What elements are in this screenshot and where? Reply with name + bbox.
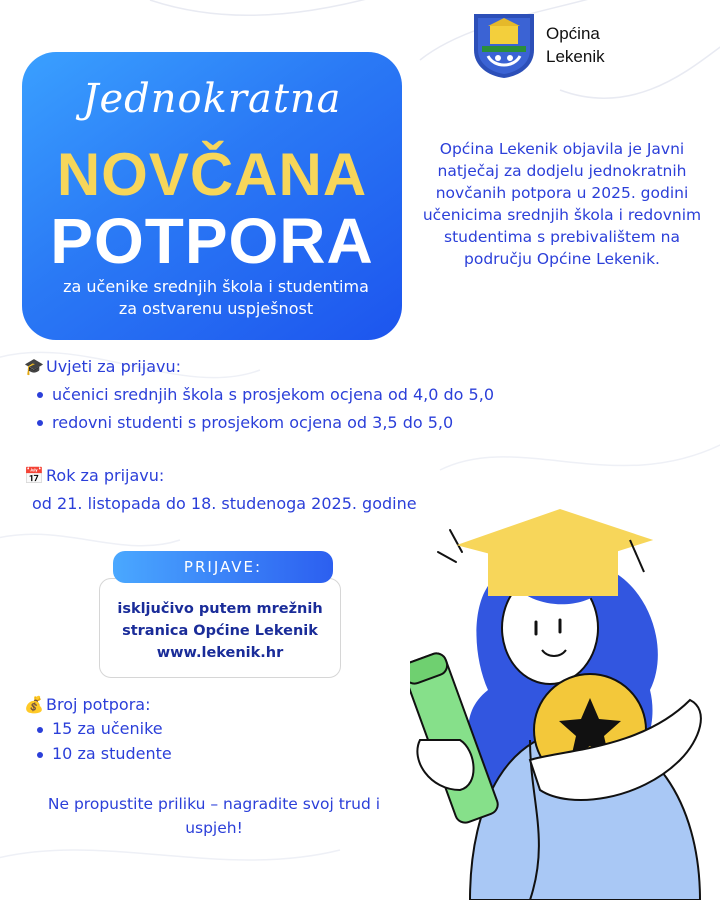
- grants-heading: [24, 695, 150, 714]
- intro-paragraph: Općina Lekenik objavila je Javni natječaj za dodjelu jednokratnih novčanih potpora u 2025. godini učenicima srednjih škola i redovnim studentima s prebivalištem na području Općine Lekenik.: [422, 140, 702, 268]
- grants-list: [34, 716, 172, 766]
- logo-line-1: Općina: [546, 24, 600, 43]
- hero-subtitle: [36, 276, 396, 320]
- calendar-icon: 📅: [24, 466, 44, 485]
- hero-script-title: Jednokratna: [82, 76, 342, 122]
- municipality-logo: [470, 10, 605, 80]
- closing-message: Ne propustite priliku – nagradite svoj trud i uspjeh!: [47, 795, 381, 837]
- apply-website-link[interactable]: www.lekenik.hr: [156, 645, 284, 661]
- logo-line-2: Lekenik: [546, 47, 605, 66]
- deadline-heading: [24, 466, 164, 485]
- list-item: 10 za studente: [34, 741, 172, 766]
- hero-subtitle-line-2: za ostvarenu uspješnost: [118, 299, 314, 318]
- conditions-heading: [24, 357, 181, 376]
- grants-title: Broj potpora:: [46, 695, 151, 714]
- apply-line-2: stranica Općine Lekenik: [122, 623, 318, 639]
- deadline-title: Rok za prijavu:: [46, 466, 165, 485]
- hero-title-yellow: NOVČANA: [56, 141, 368, 208]
- conditions-list: [34, 381, 494, 437]
- apply-instructions: [99, 598, 341, 664]
- list-item: 15 za učenike: [34, 716, 172, 741]
- hero-banner: [22, 52, 402, 340]
- graduation-cap-icon: 🎓: [24, 357, 44, 376]
- money-bag-icon: 💰: [24, 695, 44, 714]
- apply-label: PRIJAVE:: [113, 551, 333, 583]
- hero-subtitle-line-1: za učenike srednjih škola i studentima: [63, 277, 369, 296]
- coat-of-arms-icon: [470, 10, 538, 80]
- hero-title-white: POTPORA: [50, 205, 374, 277]
- student-illustration: [410, 500, 720, 900]
- deadline-text: od 21. listopada do 18. studenoga 2025. godine: [32, 494, 417, 513]
- apply-line-1: isključivo putem mrežnih: [117, 601, 323, 617]
- list-item: redovni studenti s prosjekom ocjena od 3,5 do 5,0: [34, 409, 494, 437]
- list-item: učenici srednjih škola s prosjekom ocjena od 4,0 do 5,0: [34, 381, 494, 409]
- conditions-title: Uvjeti za prijavu:: [46, 357, 181, 376]
